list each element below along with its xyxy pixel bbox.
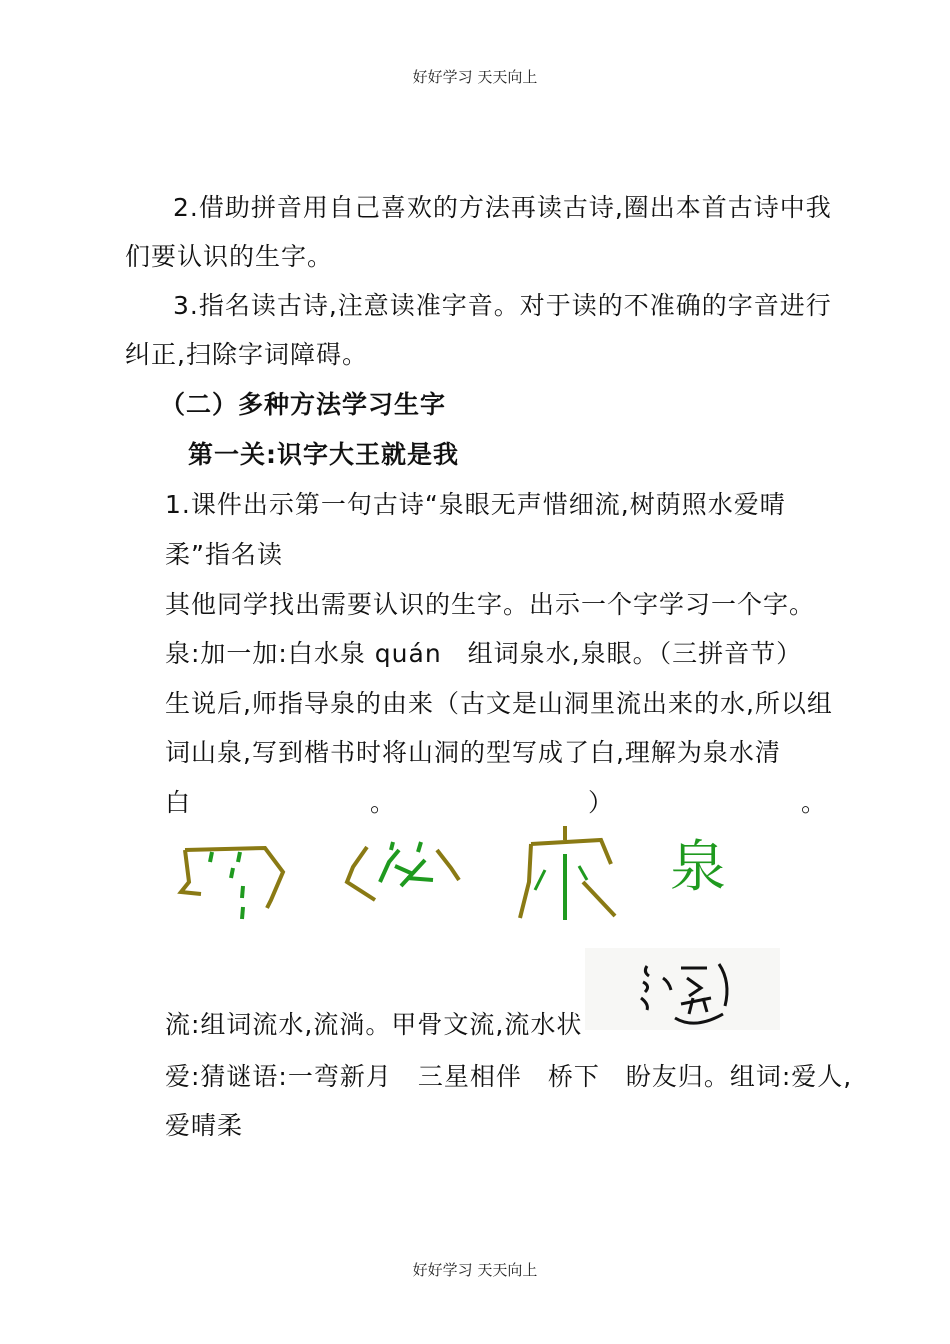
paragraph-line: 1.课件出示第一句古诗“泉眼无声惜细流,树荫照水爱晴 [165,490,786,519]
text-span: 。 [801,788,828,817]
paragraph-line [165,788,827,818]
paragraph-line: 泉:加一加:白水泉 quán 组词泉水,泉眼。（三拼音节） [165,639,803,668]
paragraph-line: 生说后,师指导泉的由来（古文是山洞里流出来的水,所以组 [165,689,833,718]
paragraph-line: 其他同学找出需要认识的生字。出示一个字学习一个字。 [165,590,816,619]
modern-glyph: 泉 [670,835,726,900]
text-span: ） [588,788,615,817]
paragraph-line: 3.指名读古诗,注意读准字音。对于读的不准确的字音进行 [173,291,832,320]
paragraph-line [173,193,832,223]
paragraph-line: 爱晴柔 [165,1111,244,1140]
paragraph-line: 流:组词流水,流淌。甲骨文流,流水状 [165,1010,583,1039]
ancient-glyph-2 [347,842,459,900]
paragraph-line: 柔”指名读 [165,540,283,569]
evolution-svg [175,822,775,932]
paragraph-line: 爱:猜谜语:一弯新月 三星相伴 桥下 盼友归。组词:爱人, [165,1062,853,1091]
page-header: 好好学习 天天向上 [412,68,538,86]
ancient-glyph-3 [520,826,615,920]
level-heading: 第一关:识字大王就是我 [188,440,459,469]
text-span: 白 [165,788,192,817]
text-span: 2.借助拼音用自己喜欢的方法再读古诗,圈出本首古诗中我 [173,193,832,222]
section-heading: （二）多种方法学习生字 [160,390,447,419]
paragraph-line: 词山泉,写到楷书时将山洞的型写成了白,理解为泉水清 [165,738,781,767]
character-evolution-figure [175,822,775,932]
oracle-bone-svg [585,948,780,1030]
text-span: 。 [370,788,397,817]
oracle-bone-image [585,948,780,1030]
page-footer: 好好学习 天天向上 [412,1261,538,1279]
ancient-glyph-1 [181,848,283,919]
paragraph-line: 们要认识的生字。 [125,242,334,271]
paragraph-line: 纠正,扫除字词障碍。 [125,340,368,369]
